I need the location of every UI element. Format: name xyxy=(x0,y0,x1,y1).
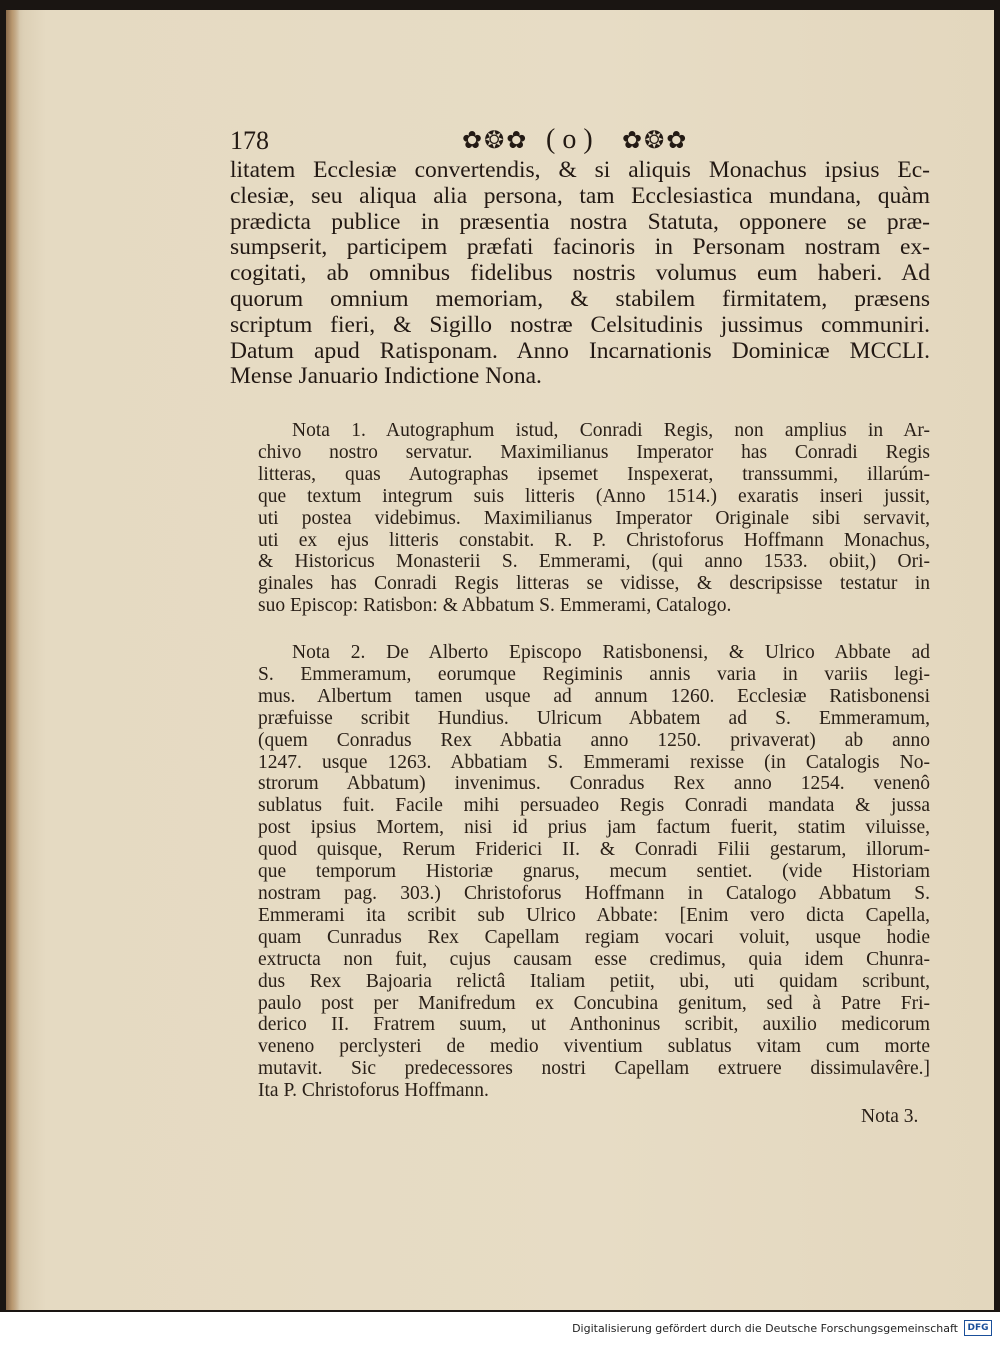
page-header xyxy=(230,126,930,160)
main-text-block xyxy=(230,158,930,390)
digitization-footer xyxy=(0,1312,1000,1347)
text-line: prædicta publice in præsentia nostra Statuta, opponere se præ- xyxy=(230,208,930,235)
note-2 xyxy=(258,642,930,1102)
note-line: Nota 1. Autographum istud, Conradi Regis, non amplius in Ar- xyxy=(292,420,930,441)
note-line: mus. Albertum tamen usque ad annum 1260. Ecclesiæ Ratisbonensi xyxy=(258,685,930,707)
text-line: quorum omnium memoriam, & stabilem firmitatem, præsens xyxy=(230,285,930,312)
note-line: suo Episcop: Ratisbon: & Abbatum S. Emmerami, Catalogo. xyxy=(258,595,732,617)
note-line: dus Rex Bajoaria relictâ Italiam petiit, ubi, uti quidam scribunt, xyxy=(258,970,930,992)
note-line: (quem Conradus Rex Abbatia anno 1250. privaverat) ab anno xyxy=(258,729,930,751)
text-line: sumpserit, participem præfati facinoris in Personam nostram ex- xyxy=(230,234,930,261)
funding-credit: Digitalisierung gefördert durch die Deutsche Forschungsgemeinschaft xyxy=(572,1322,958,1335)
note-line: uti ex ejus litteris constabit. R. P. Christoforus Hoffmann Monachus, xyxy=(258,529,930,551)
header-title: ( o ) xyxy=(546,124,593,155)
note-line: ginales has Conradi Regis litteras se vidisse, & descripsisse testatur in xyxy=(258,573,930,595)
header-ornament-right: ✿❂✿ xyxy=(622,128,689,154)
page-number: 178 xyxy=(230,126,269,155)
text-line: Mense Januario Indictione Nona. xyxy=(230,363,542,390)
note-line: veneno perclysteri de medio viventium sublatus vitam cum morte xyxy=(258,1036,930,1058)
text-line: cogitati, ab omnibus fidelibus nostris volumus eum haberi. Ad xyxy=(230,260,930,287)
note-line: que textum integrum suis litteris (Anno 1514.) exaratis inseri jussit, xyxy=(258,485,930,507)
note-line: derico II. Fratrem suum, ut Anthoninus scribit, auxilio medicorum xyxy=(258,1014,930,1036)
note-line: paulo post per Manifredum ex Concubina genitum, sed à Patre Fri- xyxy=(258,992,930,1014)
header-ornament-left: ✿❂✿ xyxy=(462,128,529,154)
note-line: Emmerami ita scribit sub Ulrico Abbate: [Enim vero dicta Capella, xyxy=(258,904,930,926)
text-line: scriptum fieri, & Sigillo nostræ Celsitudinis jussimus communiri. xyxy=(230,311,930,338)
note-line: nostram pag. 303.) Christoforus Hoffmann in Catalogo Abbatum S. xyxy=(258,882,930,904)
note-line: quod quisque, Rerum Friderici II. & Conradi Filii gestarum, illorum- xyxy=(258,839,930,861)
note-line: chivo nostro servatur. Maximilianus Imperator has Conradi Regis xyxy=(258,441,930,463)
note-line: sublatus fuit. Facile mihi persuadeo Regis Conradi mandata & jussa xyxy=(258,795,930,817)
note-line: 1247. usque 1263. Abbatiam S. Emmerami rexisse (in Catalogis No- xyxy=(258,751,930,773)
note-line: Ita P. Christoforus Hoffmann. xyxy=(258,1080,489,1102)
dfg-logo: DFG xyxy=(964,1320,992,1336)
note-line: quam Cunradus Rex Capellam regiam vocari voluit, usque hodie xyxy=(258,926,930,948)
page-binding-edge xyxy=(6,10,20,1310)
note-line: S. Emmeramum, eorumque Regiminis annis varia in variis legi- xyxy=(258,663,930,685)
note-line: post ipsius Mortem, nisi id prius jam factum fuerit, statim viluisse, xyxy=(258,817,930,839)
note-line: que temporum Historiæ gnarus, mecum sentiet. (vide Historiam xyxy=(258,861,930,883)
text-line: litatem Ecclesiæ convertendis, & si aliquis Monachus ipsius Ec- xyxy=(230,157,930,183)
note-1 xyxy=(258,420,930,617)
note-line: & Historicus Monasterii S. Emmerami, (qui anno 1533. obiit,) Ori- xyxy=(258,551,930,573)
note-line: extructa non fuit, cujus causam esse credimus, quia idem Chunra- xyxy=(258,948,930,970)
note-line: Nota 2. De Alberto Episcopo Ratisbonensi, & Ulrico Abbate ad xyxy=(292,642,930,663)
text-line: clesiæ, seu aliqua alia persona, tam Ecclesiastica mundana, quàm xyxy=(230,182,930,209)
note-line: litteras, quas Autographas ipsemet Inspexerat, transsummi, illarúm- xyxy=(258,463,930,485)
book-page xyxy=(6,10,994,1310)
text-line: Datum apud Ratisponam. Anno Incarnationis Dominicæ MCCLI. xyxy=(230,337,930,364)
catchword: Nota 3. xyxy=(861,1106,919,1127)
note-line: strorum Abbatum) invenimus. Conradus Rex anno 1254. venenô xyxy=(258,773,930,795)
note-line: præfuisse scribit Hundius. Ulricum Abbatem ad S. Emmeramum, xyxy=(258,707,930,729)
note-line: uti postea videbimus. Maximilianus Imperator Originale sibi servavit, xyxy=(258,507,930,529)
note-line: mutavit. Sic predecessores nostri Capellam extruere dissimulavêre.] xyxy=(258,1058,930,1080)
